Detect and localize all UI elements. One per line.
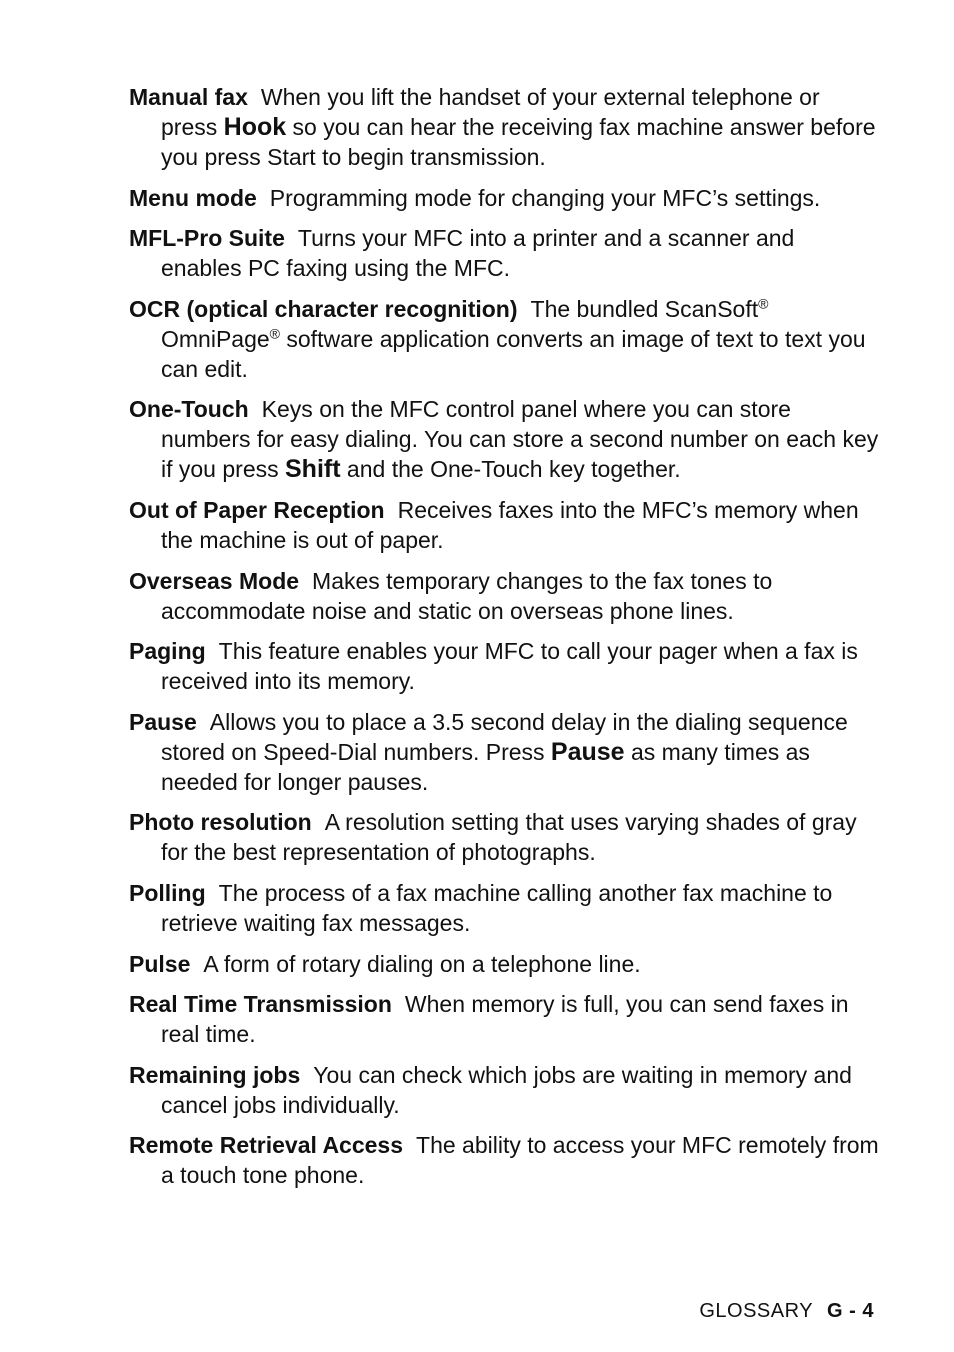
glossary-term: Overseas Mode	[129, 567, 300, 594]
registered-mark: ®	[758, 295, 769, 312]
footer-section-label: GLOSSARY	[699, 1300, 814, 1322]
registered-mark: ®	[269, 325, 280, 342]
page-number: G - 4	[827, 1300, 874, 1322]
glossary-term: Menu mode	[129, 184, 257, 211]
definition-text: Allows you to place a 3.5 second delay in the dialing sequence stored on Speed-Dial numbers. Press	[161, 708, 848, 765]
glossary-definition	[270, 185, 821, 211]
glossary-definition	[161, 396, 878, 482]
definition-text: A form of rotary dialing on a telephone line.	[203, 950, 641, 977]
key-name: Hook	[223, 113, 287, 141]
glossary-definition	[161, 638, 858, 694]
glossary-term: MFL-Pro Suite	[129, 225, 285, 252]
definition-text: A resolution setting that uses varying shades of gray for the best representation of photographs.	[161, 809, 857, 866]
page-footer	[699, 1300, 874, 1323]
definition-text: The ability to access your MFC remotely from a touch tone phone.	[161, 1132, 879, 1189]
glossary-entry	[129, 495, 881, 555]
glossary-term: OCR (optical character recognition)	[129, 295, 518, 322]
glossary-entry	[129, 949, 881, 979]
definition-text: Turns your MFC into a printer and a scanner and enables PC faxing using the MFC.	[161, 225, 795, 282]
glossary-entry	[129, 1060, 881, 1120]
glossary-term: One-Touch	[129, 396, 249, 423]
glossary-term: Paging	[129, 638, 206, 665]
glossary-definition	[161, 709, 848, 795]
glossary-entry	[129, 636, 881, 696]
glossary-entry	[129, 807, 881, 867]
glossary-entry	[129, 183, 881, 213]
definition-text: so you can hear the receiving fax machine answer before you press Start to begin transmission.	[161, 114, 876, 170]
key-name: Pause	[550, 737, 625, 766]
definition-text: Programming mode for changing your MFC’s settings.	[269, 184, 821, 211]
glossary-entry	[129, 989, 881, 1049]
glossary-entry	[129, 394, 881, 484]
glossary-term: Pause	[129, 708, 197, 735]
definition-text: Keys on the MFC control panel where you can store numbers for easy dialing. You can store a second number on each key if you press	[161, 396, 879, 483]
definition-text: Receives faxes into the MFC’s memory when the machine is out of paper.	[161, 496, 859, 553]
definition-text: OmniPage	[161, 325, 270, 352]
definition-text: as many times as needed for longer pauses.	[161, 738, 810, 795]
glossary-entry	[129, 1130, 881, 1190]
glossary-entry	[129, 878, 881, 938]
definition-text: When memory is full, you can send faxes in real time.	[161, 991, 849, 1048]
glossary-term: Pulse	[129, 950, 191, 977]
glossary-entry	[129, 566, 881, 626]
definition-text: You can check which jobs are waiting in memory and cancel jobs individually.	[161, 1061, 852, 1118]
definition-text: The bundled ScanSoft	[530, 295, 759, 322]
glossary-entry	[129, 82, 881, 172]
glossary-entry	[129, 294, 881, 384]
glossary-term: Remaining jobs	[129, 1061, 301, 1088]
glossary-definition	[161, 84, 876, 170]
definition-text: and the One-Touch key together.	[340, 456, 681, 483]
definition-text: software application converts an image of text to text you can edit.	[161, 325, 866, 382]
glossary-entry	[129, 223, 881, 283]
glossary-term: Polling	[129, 879, 206, 906]
definition-text: The process of a fax machine calling another fax machine to retrieve waiting fax messages.	[161, 879, 833, 936]
definition-text: This feature enables your MFC to call your pager when a fax is received into its memory.	[161, 638, 858, 695]
glossary-term: Remote Retrieval Access	[129, 1132, 404, 1159]
glossary-term: Photo resolution	[129, 809, 312, 836]
glossary-list	[129, 82, 881, 1201]
key-name: Shift	[285, 455, 341, 484]
glossary-term: Manual fax	[129, 84, 248, 110]
glossary-definition	[203, 951, 640, 977]
glossary-definition	[161, 880, 832, 936]
glossary-term: Real Time Transmission	[129, 991, 392, 1018]
definition-text: Makes temporary changes to the fax tones to accommodate noise and static on overseas phone lines.	[161, 567, 773, 624]
definition-text: When you lift the handset of your external telephone or press	[161, 84, 820, 140]
glossary-entry	[129, 707, 881, 797]
glossary-term: Out of Paper Reception	[129, 496, 385, 523]
